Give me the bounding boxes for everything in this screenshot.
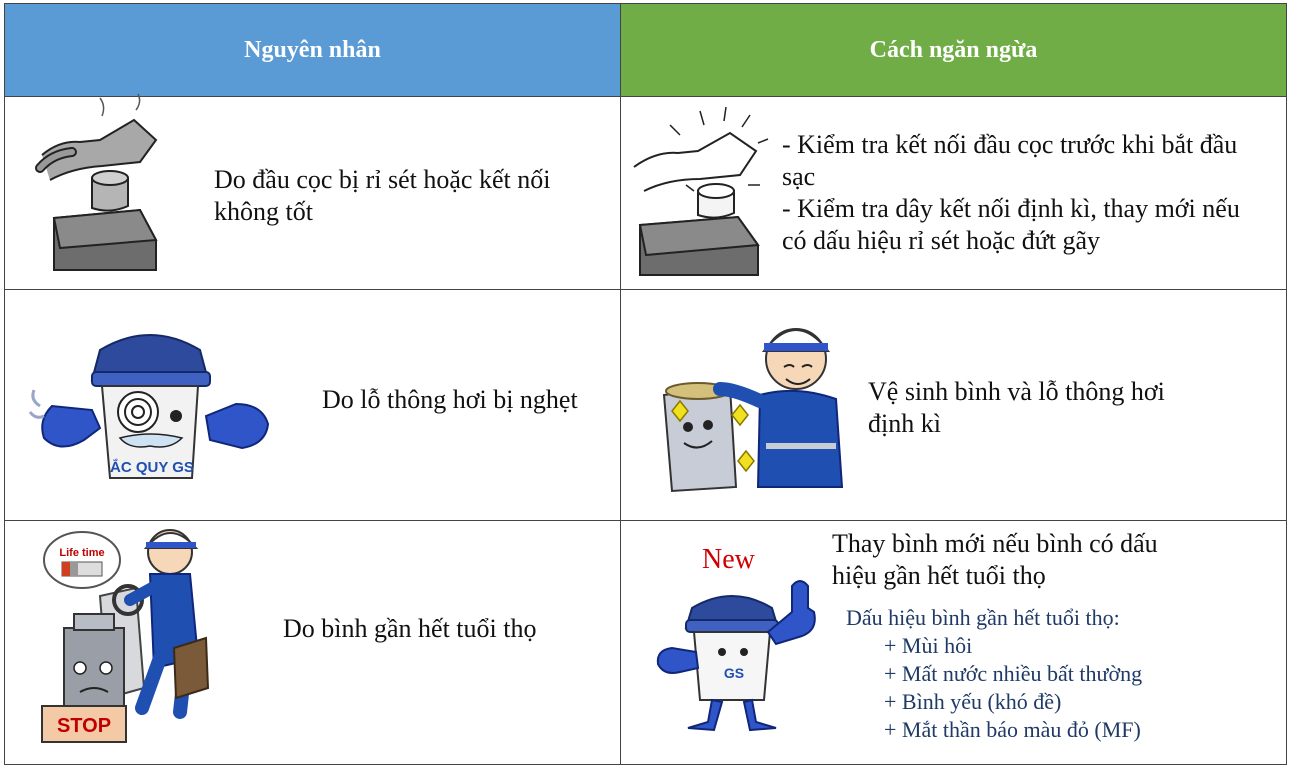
new-label: New [702, 544, 755, 575]
row-divider [5, 520, 1286, 521]
mascot-brand-label: ẮC QUY GS [110, 459, 194, 476]
row-divider [5, 96, 1286, 97]
column-divider [620, 4, 621, 764]
stop-label: STOP [56, 715, 112, 737]
cause-text-1: Do đầu cọc bị rỉ sét hoặc kết nối không tốt [214, 165, 551, 226]
prevention-text-2: Vệ sinh bình và lỗ thông hơi định kì [868, 377, 1165, 438]
header-cause-label: Nguyên nhân [244, 36, 381, 63]
header-prevention-label: Cách ngăn ngừa [869, 36, 1038, 63]
lifetime-label: Life time [59, 547, 105, 559]
sign-item-4: + Mắt thần báo màu đỏ (MF) [884, 717, 1141, 742]
worker-cleaning-battery-icon [650, 315, 850, 495]
signs-title: Dấu hiệu bình gần hết tuổi thọ: [846, 605, 1120, 630]
prevention-line-1a: - Kiểm tra kết nối đầu cọc trước khi bắt đầu sạc [782, 130, 1238, 191]
sign-item-3: + Bình yếu (khó đề) [884, 689, 1062, 714]
clogged-battery-mascot-icon [30, 320, 280, 490]
worn-battery-driver-icon [40, 528, 210, 748]
new-battery-thumbs-up-icon [652, 572, 822, 737]
sign-item-2: + Mất nước nhiều bất thường [884, 661, 1143, 686]
clean-terminal-icon [630, 105, 770, 277]
header-cause [5, 4, 620, 96]
cause-text-2: Do lỗ thông hơi bị nghẹt [322, 385, 578, 414]
cause-text-3: Do bình gần hết tuổi thọ [283, 614, 537, 643]
prevention-text-3: Thay bình mới nếu bình có dấu hiệu gần hết tuổi thọ [832, 529, 1158, 590]
prevention-line-1b: - Kiểm tra dây kết nối định kì, thay mới nếu có dấu hiệu rỉ sét hoặc đứt gãy [782, 194, 1240, 255]
row-divider [5, 289, 1286, 290]
gs-label: GS [723, 665, 745, 681]
rusty-terminal-icon [40, 110, 170, 275]
sign-item-1: + Mùi hôi [884, 633, 973, 658]
header-prevention [621, 4, 1286, 96]
